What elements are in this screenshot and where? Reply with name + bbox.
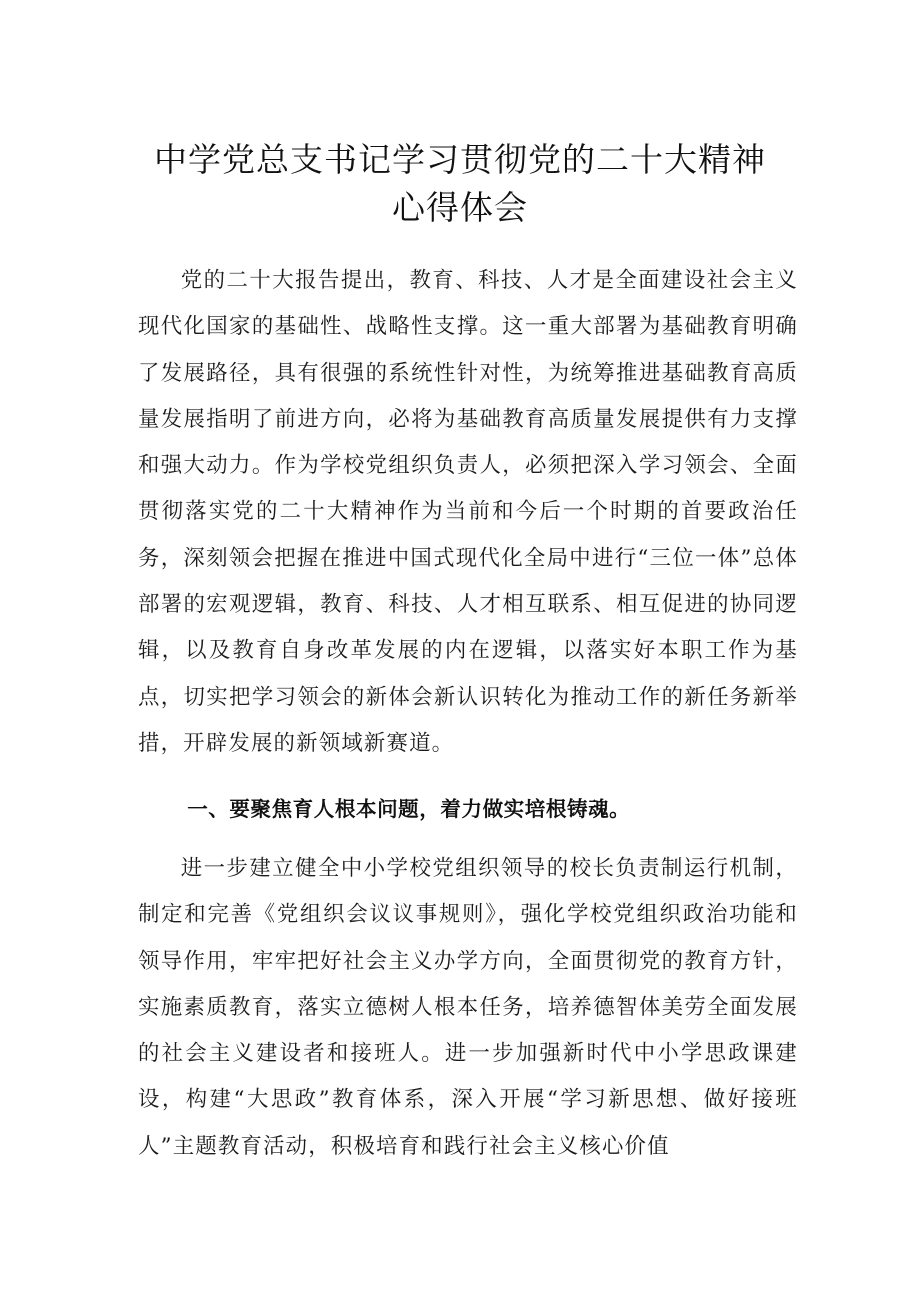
document-title-line-1: 中学党总支书记学习贯彻党的二十大精神: [154, 140, 766, 179]
body-paragraph-2: 进一步建立健全中小学校党组织领导的校长负责制运行机制，制定和完善《党组织会议议事规则》，强化学校党组织政治功能和领导作用，牢牢把好社会主义办学方向，全面贯彻党的教育方针，实施素质教育，落实立德树人根本任务，培养德智体美劳全面发展的社会主义建设者和接班人。进一步加强新时代中小学思政课建设，构建“大思政”教育体系，深入开展“学习新思想、做好接班人”主题教育活动，积极培育和践行社会主义核心价值: [138, 856, 798, 1159]
section-heading-1: 一、要聚焦育人根本问题，着力做实培根铸魂。: [187, 797, 631, 821]
document-title-line-2: 心得体会: [392, 188, 528, 227]
body-paragraph-1: 党的二十大报告提出，教育、科技、人才是全面建设社会主义现代化国家的基础性、战略性支撑。这一重大部署为基础教育明确了发展路径，具有很强的系统性针对性，为统筹推进基础教育高质量发展指明了前进方向，必将为基础教育高质量发展提供有力支撑和强大动力。作为学校党组织负责人，必须把深入学习领会、全面贯彻落实党的二十大精神作为当前和今后一个时期的首要政治任务，深刻领会把握在推进中国式现代化全局中进行“三位一体”总体部署的宏观逻辑，教育、科技、人才相互联系、相互促进的协同逻辑，以及教育自身改革发展的内在逻辑，以落实好本职工作为基点，切实把学习领会的新体会新认识转化为推动工作的新任务新举措，开辟发展的新领域新赛道。: [138, 268, 798, 756]
